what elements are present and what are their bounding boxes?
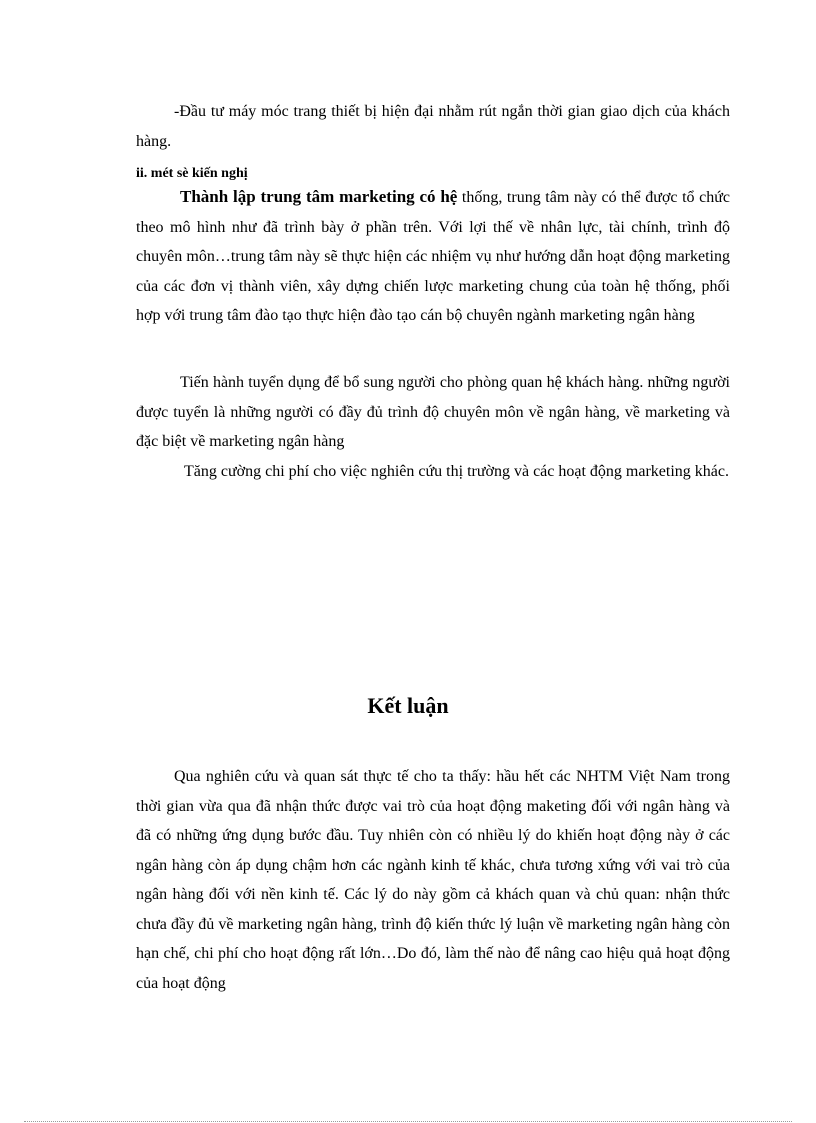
paragraph-research-costs: Tăng cường chi phí cho việc nghiên cứu thị trường và các hoạt động marketing khác.: [184, 463, 729, 480]
paragraph-marketing-center: [136, 182, 730, 331]
conclusion-title: Kết luận: [367, 693, 449, 718]
paragraph-conclusion: Qua nghiên cứu và quan sát thực tế cho ta thấy: hầu hết các NHTM Việt Nam trong thời gian vừa qua đã nhận thức được vai trò của hoạt động maketing đối với ngân hàng và đã có những ứng dụng bước đầu. Tuy nhiên còn có nhiều lý do khiến hoạt động này ở các ngân hàng còn áp dụng chậm hơn các ngành kinh tế khác, chưa tương xứng với vai trò của ngân hàng đối với nền kinh tế. Các lý do này gồm cả khách quan và chủ quan: nhận thức chưa đầy đủ về marketing ngân hàng, trình độ kiến thức lý luận về marketing ngân hàng còn hạn chế, chi phí cho hoạt động rất lớn…Do đó, làm thế nào để nâng cao hiệu quả hoạt động của hoạt động: [136, 768, 730, 992]
paragraph-equipment: -Đầu tư máy móc trang thiết bị hiện đại nhằm rút ngắn thời gian giao dịch của khách hàng.: [136, 103, 730, 150]
paragraph-body-text: thống, trung tâm này có thể được tổ chức theo mô hình như đã trình bày ở phần trên. Với lợi thế về nhân lực, tài chính, trình độ chuyên môn…trung tâm này sẽ thực hiện các nhiệm vụ như hướng dẫn hoạt động marketing của các đơn vị thành viên, xây dựng chiến lược marketing chung của toàn hệ thống, phối hợp với trung tâm đào tạo thực hiện đào tạo cán bộ chuyên ngành marketing ngân hàng: [136, 189, 730, 324]
paragraph-recruitment: Tiến hành tuyển dụng để bổ sung người cho phòng quan hệ khách hàng. những người được tuyển là những người có đầy đủ trình độ chuyên môn về ngân hàng, về marketing và đặc biệt về marketing ngân hàng: [136, 374, 730, 450]
section-heading-recommendations: ii. mét sè kiến nghị: [136, 166, 248, 181]
paragraph-lead-text: Thành lập trung tâm marketing có hệ: [180, 187, 458, 206]
page-bottom-divider: [24, 1121, 792, 1122]
